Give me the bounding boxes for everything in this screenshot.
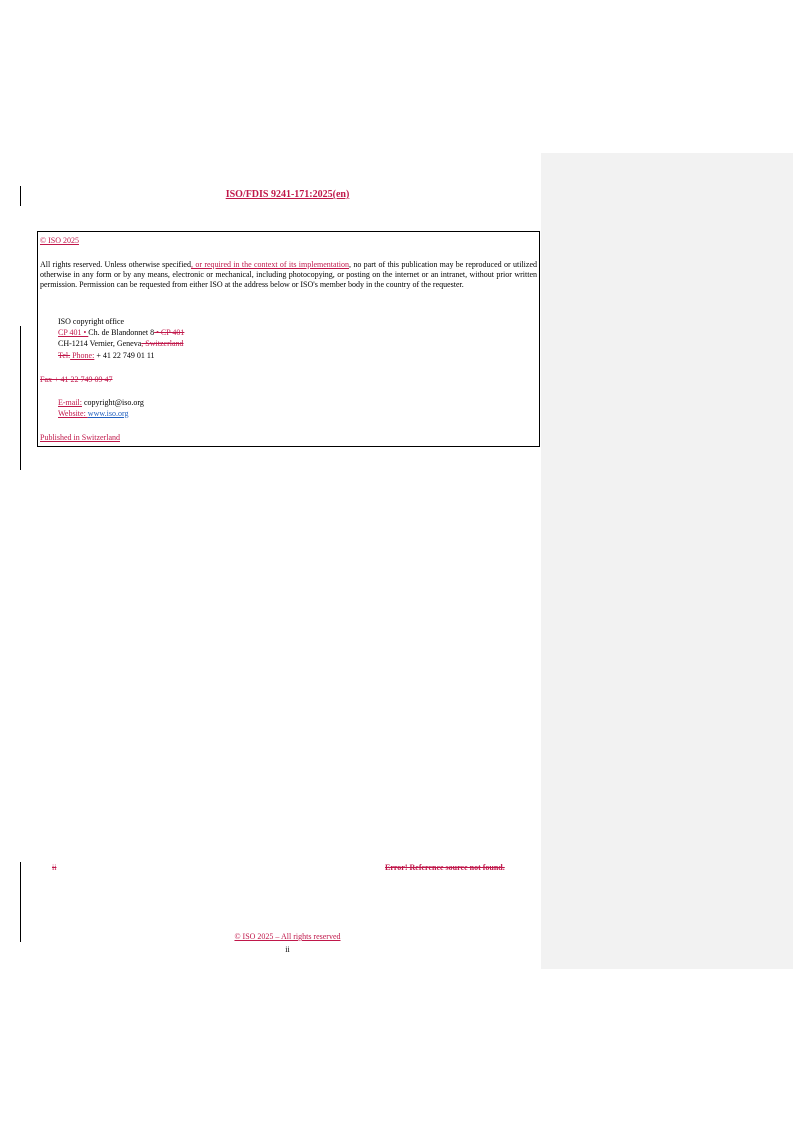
addr1-text: Ch. de Blandonnet 8 bbox=[88, 328, 155, 337]
published-line: Published in Switzerland bbox=[40, 433, 120, 442]
phone-inserted: Phone: bbox=[70, 351, 95, 360]
fax-line: Fax + 41 22 749 09 47 bbox=[40, 375, 113, 384]
para-inserted: , or required in the context of its implementation bbox=[191, 260, 349, 269]
phone-number: + 41 22 749 01 11 bbox=[94, 351, 155, 360]
para-start: All rights reserved. Unless otherwise specified bbox=[40, 260, 191, 269]
website-line bbox=[58, 409, 128, 419]
address-line-1 bbox=[58, 328, 184, 338]
email-address: copyright@iso.org bbox=[82, 398, 144, 407]
website-label: Website: bbox=[58, 409, 88, 418]
addr2-deleted: , Switzerland bbox=[141, 339, 184, 348]
change-bar bbox=[20, 862, 21, 942]
phone-line bbox=[58, 351, 155, 361]
footer-page-deleted: ii bbox=[52, 863, 57, 872]
email-label: E-mail: bbox=[58, 398, 82, 407]
office-name: ISO copyright office bbox=[58, 317, 125, 326]
phone-deleted: Tel. bbox=[58, 351, 71, 360]
rights-paragraph bbox=[40, 260, 537, 291]
copyright-line: © ISO 2025 bbox=[40, 236, 79, 245]
addr1-deleted: • CP 401 bbox=[154, 328, 185, 337]
para-end: , no part of this publication may be reproduced or utilized otherwise in any form or by any means, electronic or mechanical, including photocopying, or posting on the internet or an intranet, without prior written permission. Permission can be requested from either ISO at the address below or ISO's member body in the country of the requester. bbox=[40, 260, 537, 290]
footer-reference-error: Error! Reference source not found. bbox=[385, 863, 505, 872]
document-id-header: ISO/FDIS 9241-171:2025(en) bbox=[225, 189, 350, 200]
change-bar bbox=[20, 326, 21, 470]
email-line bbox=[58, 398, 144, 408]
address-line-2 bbox=[58, 339, 184, 349]
addr1-inserted: CP 401 • bbox=[58, 328, 89, 337]
website-link[interactable]: www.iso.org bbox=[87, 409, 129, 418]
page-number: ii bbox=[285, 945, 290, 954]
addr2-text: CH-1214 Vernier, Geneva bbox=[58, 339, 142, 348]
footer-copyright: © ISO 2025 – All rights reserved bbox=[234, 932, 341, 941]
comment-pane bbox=[541, 153, 793, 969]
